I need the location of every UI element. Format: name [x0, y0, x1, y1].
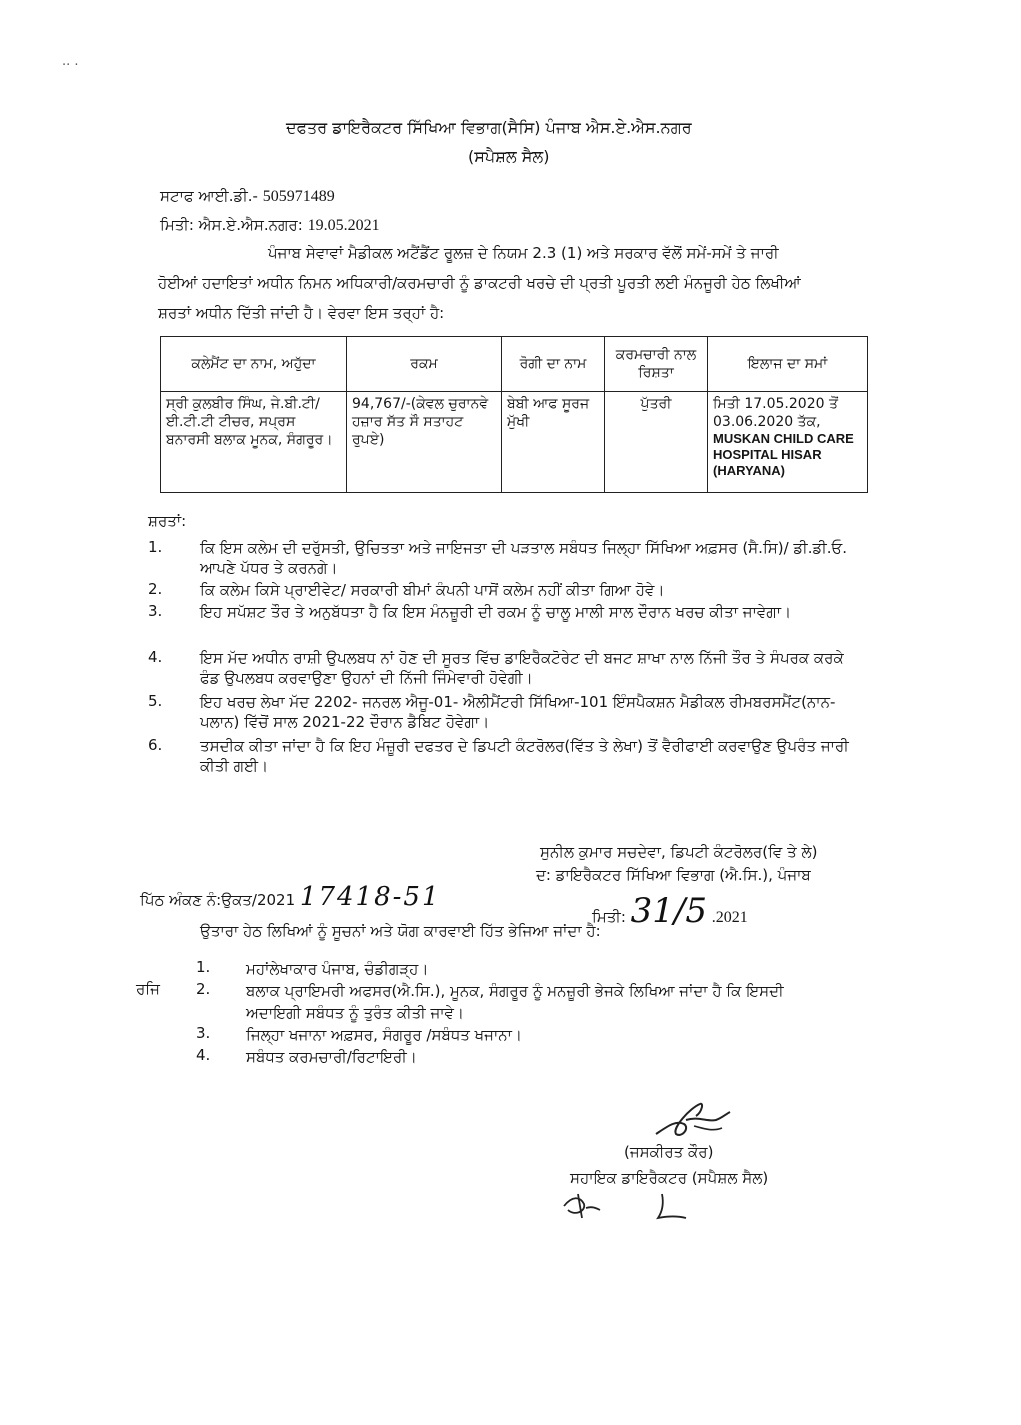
condition-number: 6. [148, 736, 163, 754]
endorsement-date-handwritten: 31/5 [630, 891, 708, 931]
endorsement-number-label: ਪਿੱਠ ਅੰਕਣ ਨੰ:ਉਕਤ/2021 [140, 891, 296, 909]
condition-number: 1. [148, 538, 163, 556]
recipient-line: ਜਿਲ੍ਹਾ ਖਜਾਨਾ ਅਫ਼ਸਰ, ਸੰਗਰੂਰ /ਸਬੰਧਤ ਖਜਾਨਾ। [246, 1026, 523, 1044]
header-patient: ਰੋਗੀ ਦਾ ਨਾਮ [502, 337, 605, 392]
header-amount: ਰਕਮ [347, 337, 502, 392]
condition-text: ਤਸਦੀਕ ਕੀਤਾ ਜਾਂਦਾ ਹੈ ਕਿ ਇਹ ਮੰਜ਼ੂਰੀ ਦਫਤਰ ਦੇ ਡਿਪਟੀ ਕੰਟਰੋਲਰ(ਵਿੱਤ ਤੇ ਲੇਖਾ) ਤੋਂ ਵੈਰੀਫਾਈ ਕਰਵਾਉਣ ਉਪਰੰਤ ਜਾਰੀ ਕੀਤੀ ਗਈ। [200, 737, 849, 775]
recipient-line: ਸਬੰਧਤ ਕਰਮਚਾਰੀ/ਰਿਟਾਇਰੀ। [246, 1048, 417, 1066]
claim-table [160, 336, 868, 493]
cell-header: (ਸਪੈਸ਼ਲ ਸੈਲ) [468, 147, 550, 166]
recipient-number: 3. [196, 1024, 211, 1042]
header-claimant: ਕਲੇਮੈਂਟ ਦਾ ਨਾਮ, ਅਹੁੱਦਾ [161, 337, 347, 392]
cell-relation: ਪੁੱਤਰੀ [605, 392, 708, 493]
period-dates: ਮਿਤੀ 17.05.2020 ਤੋਂ 03.06.2020 ਤੱਕ, [713, 396, 838, 430]
date-value: 19.05.2021 [307, 217, 380, 234]
cell-patient: ਬੇਬੀ ਆਫ ਸੂਰਜ ਮੁੱਖੀ [502, 392, 605, 493]
signatory-2-name: (ਜਸਕੀਰਤ ਕੌਰ) [624, 1143, 714, 1161]
cell-amount: 94,767/-(ਕੇਵਲ ਚੁਰਾਨਵੇ ਹਜ਼ਾਰ ਸੱਤ ਸੌ ਸਤਾਹਟ ਰੁਪਏ) [347, 392, 502, 493]
condition-number: 3. [148, 602, 163, 620]
recipient-number: 2. [196, 980, 211, 998]
recipient-line: ਮਹਾਂਲੇਖਾਕਾਰ ਪੰਜਾਬ, ਚੰਡੀਗੜ੍ਹ। [246, 960, 429, 978]
endorsement-date-suffix: .2021 [711, 909, 748, 926]
date-line [160, 216, 380, 235]
regd-mark: ਰਜਿ [136, 980, 160, 998]
office-header: ਦਫਤਰ ਡਾਇਰੈਕਟਰ ਸਿੱਖਿਆ ਵਿਭਾਗ(ਸੈਸਿ) ਪੰਜਾਬ ਐਸ.ਏ.ਐਸ.ਨਗਰ [286, 118, 692, 137]
recipient-number: 4. [196, 1046, 211, 1064]
copy-forward-line: ਉਤਾਰਾ ਹੇਠ ਲਿਖਿਆਂ ਨੂੰ ਸੂਚਨਾਂ ਅਤੇ ਯੋਗ ਕਾਰਵਾਈ ਹਿੱਤ ਭੇਜਿਆ ਜਾਂਦਾ ਹੈ: [200, 922, 601, 940]
signatory-1-office: ਦ: ਡਾਇਰੈਕਟਰ ਸਿੱਖਿਆ ਵਿਭਾਗ (ਐ.ਸਿ.), ਪੰਜਾਬ [536, 866, 811, 884]
intro-line-1: ਪੰਜਾਬ ਸੇਵਾਵਾਂ ਮੈਡੀਕਲ ਅਟੈਂਡੈਂਟ ਰੂਲਜ਼ ਦੇ ਨਿਯਮ 2.3 (1) ਅਤੇ ਸਰਕਾਰ ਵੱਲੋਂ ਸਮੇਂ-ਸਮੇਂ ਤੇ ਜਾਰੀ [268, 244, 779, 262]
condition-text: ਇਹ ਖਰਚ ਲੇਖਾ ਮੱਦ 2202- ਜਨਰਲ ਐਜੂ-01- ਐਲੀਮੈਂਟਰੀ ਸਿੱਖਿਆ-101 ਇੰਸਪੈਕਸ਼ਨ ਮੈਡੀਕਲ ਰੀਮਬਰਸਮੈਂਟ(ਨਾਨ-ਪਲਾਨ) ਵਿੱਚੋਂ ਸਾਲ 2021-22 ਦੌਰਾਨ ਡੈਬਿਟ ਹੋਵੇਗਾ। [200, 693, 836, 731]
claim-table-header-row [161, 337, 868, 392]
intro-line-3: ਸ਼ਰਤਾਂ ਅਧੀਨ ਦਿੱਤੀ ਜਾਂਦੀ ਹੈ। ਵੇਰਵਾ ਇਸ ਤਰ੍ਹਾਂ ਹੈ: [158, 304, 445, 322]
recipient-number: 1. [196, 958, 211, 976]
condition-text: ਇਹ ਸਪੱਸ਼ਟ ਤੌਰ ਤੇ ਅਨੁਬੱਧਤਾ ਹੈ ਕਿ ਇਸ ਮੰਨਜ਼ੂਰੀ ਦੀ ਰਕਮ ਨੂੰ ਚਾਲੂ ਮਾਲੀ ਸਾਲ ਦੌਰਾਨ ਖਰਚ ਕੀਤਾ ਜਾਵੇਗਾ। [200, 603, 792, 621]
condition-number: 2. [148, 580, 163, 598]
header-relation: ਕਰਮਚਾਰੀ ਨਾਲ ਰਿਸ਼ਤਾ [605, 337, 708, 392]
condition-text: ਕਿ ਕਲੇਮ ਕਿਸੇ ਪ੍ਰਾਈਵੇਟ/ ਸਰਕਾਰੀ ਬੀਮਾਂ ਕੰਪਨੀ ਪਾਸੋਂ ਕਲੇਮ ਨਹੀਂ ਕੀਤਾ ਗਿਆ ਹੋਵੇ। [200, 581, 665, 599]
signature-mark [646, 1098, 736, 1148]
intro-line-2: ਹੋਈਆਂ ਹਦਾਇਤਾਂ ਅਧੀਨ ਨਿਮਨ ਅਧਿਕਾਰੀ/ਕਰਮਚਾਰੀ ਨੂੰ ਡਾਕਟਰੀ ਖਰਚੇ ਦੀ ਪ੍ਰਤੀ ਪੂਰਤੀ ਲਈ ਮੰਨਜੂਰੀ ਹੇਠ ਲਿਖੀਆਂ [158, 274, 801, 292]
recipient-line: ਬਲਾਕ ਪ੍ਰਾਇਮਰੀ ਅਫਸਰ(ਐ.ਸਿ.), ਮੂਨਕ, ਸੰਗਰੂਰ ਨੂੰ ਮਨਜ਼ੂਰੀ ਭੇਜਕੇ ਲਿਖਿਆ ਜਾਂਦਾ ਹੈ ਕਿ ਇਸਦੀ [246, 982, 784, 1000]
hospital-name: MUSKAN CHILD CARE HOSPITAL HISAR (HARYANA) [713, 431, 854, 478]
signatory-1-name: ਸੁਨੀਲ ਕੁਮਾਰ ਸਚਦੇਵਾ, ਡਿਪਟੀ ਕੰਟਰੋਲਰ(ਵਿ ਤੇ ਲੇ) [540, 843, 818, 861]
condition-text: ਇਸ ਮੱਦ ਅਧੀਨ ਰਾਸ਼ੀ ਉਪਲਬਧ ਨਾਂ ਹੋਣ ਦੀ ਸੂਰਤ ਵਿੱਚ ਡਾਇਰੈਕਟੋਰੇਟ ਦੀ ਬਜਟ ਸ਼ਾਖਾ ਨਾਲ ਨਿੱਜੀ ਤੌਰ ਤੇ ਸੰਪਰਕ ਕਰਕੇ ਫੰਡ ਉਪਲਬਧ ਕਰਵਾਉਣਾ ਉਹਨਾਂ ਦੀ ਨਿੱਜੀ ਜਿੰਮੇਵਾਰੀ ਹੋਵੇਗੀ। [200, 649, 844, 687]
staff-id-label: ਸਟਾਫ ਆਈ.ਡੀ.- [160, 187, 258, 205]
endorsement-date-label: ਮਿਤੀ: [592, 908, 626, 926]
condition-number: 5. [148, 692, 163, 710]
conditions-title: ਸ਼ਰਤਾਂ: [148, 512, 187, 530]
date-label: ਮਿਤੀ: ਐਸ.ਏ.ਐਸ.ਨਗਰ: [160, 216, 303, 234]
corner-mark: ·· · [62, 58, 79, 73]
staff-id-value: 505971489 [262, 188, 335, 205]
cell-claimant: ਸ੍ਰੀ ਕੁਲਬੀਰ ਸਿੰਘ, ਜੇ.ਬੀ.ਟੀ/ਈ.ਟੀ.ਟੀ ਟੀਚਰ, ਸਪ੍ਰਸ ਬਨਾਰਸੀ ਬਲਾਕ ਮੂਨਕ, ਸੰਗਰੂਰ। [161, 392, 347, 493]
endorsement-date-line [592, 891, 748, 931]
initials-mark [558, 1186, 708, 1226]
condition-number: 4. [148, 648, 163, 666]
endorsement-number-line [140, 882, 441, 912]
header-period: ਇਲਾਜ ਦਾ ਸਮਾਂ [708, 337, 868, 392]
cell-period [708, 392, 868, 493]
claim-table-row [161, 392, 868, 493]
endorsement-number-handwritten: 17418-51 [299, 882, 441, 912]
condition-text: ਕਿ ਇਸ ਕਲੇਮ ਦੀ ਦਰੁੱਸਤੀ, ਉਚਿਤਤਾ ਅਤੇ ਜਾਇਜਤਾ ਦੀ ਪੜਤਾਲ ਸਬੰਧਤ ਜਿਲ੍ਹਾ ਸਿੱਖਿਆ ਅਫ਼ਸਰ (ਸੈ.ਸਿ)/ ਡੀ.ਡੀ.ਓ. ਆਪਣੇ ਪੱਧਰ ਤੇ ਕਰਨਗੇ। [200, 539, 848, 577]
recipient-line-continued: ਅਦਾਇਗੀ ਸਬੰਧਤ ਨੂੰ ਤੁਰੰਤ ਕੀਤੀ ਜਾਵੇ। [246, 1004, 465, 1022]
staff-id-line [160, 187, 335, 206]
signatory-2-designation: ਸਹਾਇਕ ਡਾਇਰੈਕਟਰ (ਸਪੈਸ਼ਲ ਸੈਲ) [570, 1169, 769, 1187]
